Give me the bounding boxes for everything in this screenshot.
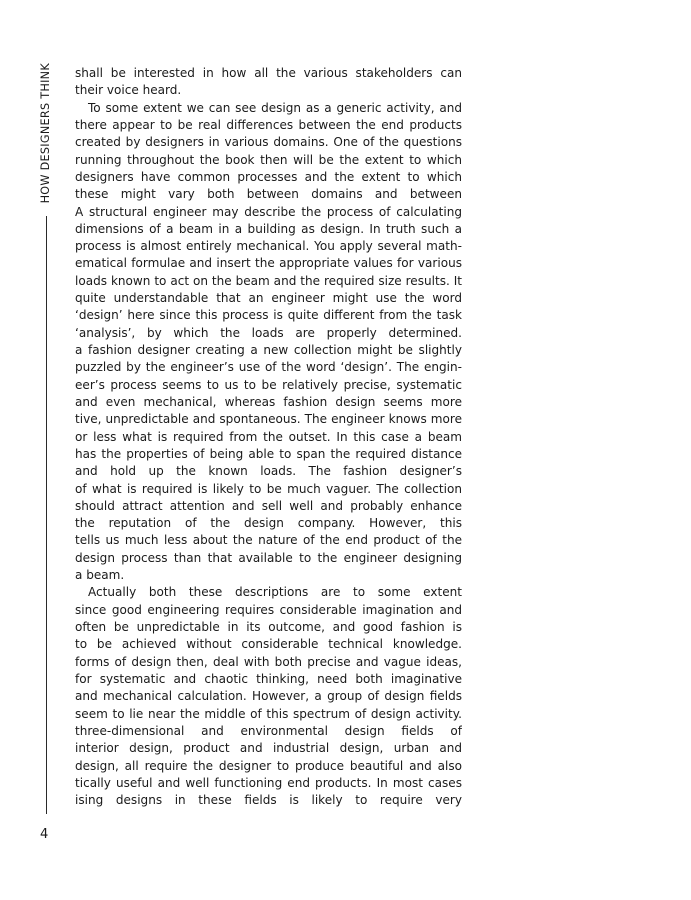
text-line: designers have common processes and the extent to which [75, 169, 462, 184]
text-line: Actually both these descriptions are to some extent [88, 585, 462, 600]
text-line: their voice heard. [75, 83, 182, 98]
running-head-text: HOW DESIGNERS THINK [39, 63, 52, 204]
text-line: running throughout the book then will be the extent to which [75, 152, 462, 167]
text-line: often be unpredictable in its outcome, and good fashion is [75, 620, 462, 634]
text-line: quite understandable that an engineer might use the word [75, 291, 462, 306]
text-line: seem to lie near the middle of this spectrum of design activity. [75, 706, 462, 721]
text-line: a beam. [75, 568, 125, 583]
text-line: three-dimensional and environmental design fields of [75, 723, 462, 738]
text-line: to be achieved without considerable technical knowledge. [75, 637, 462, 652]
text-line: a fashion designer creating a new collection might be slightly [75, 343, 462, 357]
text-line: tive, unpredictable and spontaneous. The engineer knows more [75, 412, 462, 427]
text-line: shall be interested in how all the various stakeholders can [75, 66, 462, 80]
text-line: ising designs in these fields is likely to require very [75, 793, 462, 808]
text-line: tically useful and well functioning end products. In most cases [75, 775, 462, 790]
text-line: created by designers in various domains. One of the questions [75, 135, 462, 150]
text-line: and even mechanical, whereas fashion design seems more [75, 394, 462, 409]
page-number: 4 [40, 827, 49, 842]
text-line: has the properties of being able to span the required distance [75, 446, 462, 461]
text-line: tells us much less about the nature of the end product of the [75, 533, 462, 548]
text-line: ‘analysis’, by which the loads are properly determined. [75, 325, 462, 340]
text-line: since good engineering requires considerable imagination and [75, 602, 462, 617]
text-line: interior design, product and industrial design, urban and [75, 741, 462, 756]
text-line: ematical formulae and insert the appropriate values for various [75, 256, 462, 271]
text-line: design process than that available to the engineer designing [75, 550, 462, 565]
text-line: and hold up the known loads. The fashion designer’s [75, 464, 462, 479]
margin-rule [46, 216, 47, 814]
text-line: ‘design’ here since this process is quite different from the task [75, 308, 462, 323]
text-line: design, all require the designer to produce beautiful and also [75, 758, 462, 773]
text-line: the reputation of the design company. However, this [75, 516, 462, 531]
text-line: A structural engineer may describe the process of calculating [75, 204, 462, 219]
text-line: these might vary both between domains and between [75, 187, 462, 202]
text-line: for systematic and chaotic thinking, need both imaginative [75, 671, 462, 686]
text-line: of what is required is likely to be much vaguer. The collection [75, 481, 462, 496]
running-head [38, 63, 54, 205]
text-line: eer’s process seems to us to be relatively precise, systematic [75, 377, 462, 392]
text-line: puzzled by the engineer’s use of the word ‘design’. The engin- [75, 360, 462, 375]
text-line: process is almost entirely mechanical. You apply several math- [75, 239, 462, 254]
text-line: should attract attention and sell well and probably enhance [75, 498, 462, 513]
text-line: loads known to act on the beam and the required size results. It [75, 273, 462, 288]
text-line: dimensions of a beam in a building as design. In truth such a [75, 221, 462, 236]
text-line: forms of design then, deal with both precise and vague ideas, [75, 654, 462, 669]
body-text [75, 65, 462, 809]
text-line: there appear to be real differences between the end products [75, 117, 462, 132]
text-line: and mechanical calculation. However, a group of design fields [75, 689, 462, 704]
text-line: To some extent we can see design as a generic activity, and [88, 100, 462, 115]
text-line: or less what is required from the outset. In this case a beam [75, 429, 462, 444]
